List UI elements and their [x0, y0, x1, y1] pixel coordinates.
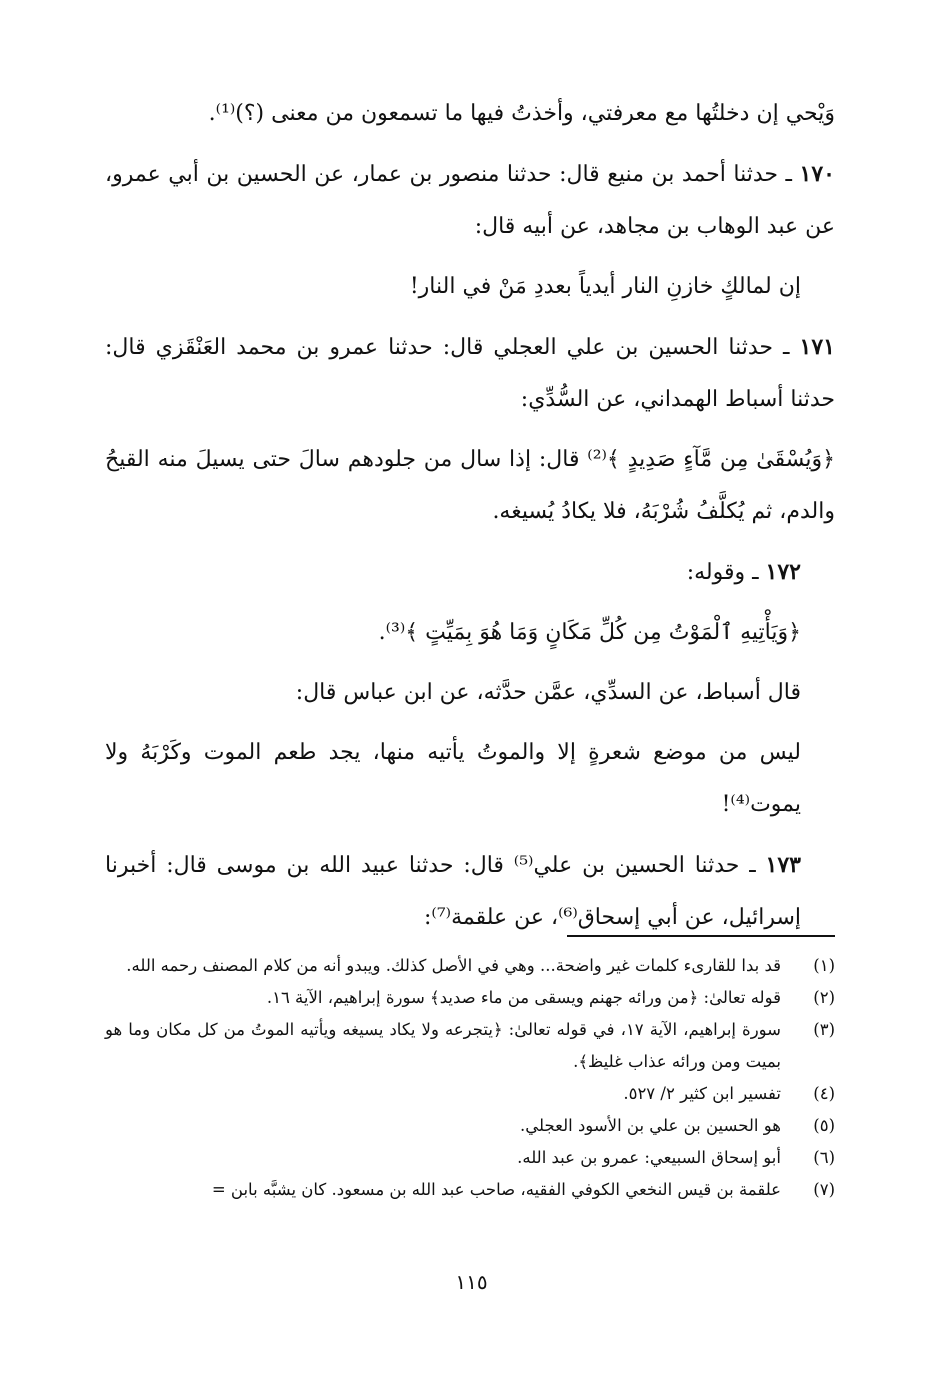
- footnotes: [105, 950, 835, 1206]
- paragraph-173: ١٧٣ ـ حدثنا الحسين بن علي⁽⁵⁾ قال: حدثنا عبيد الله بن موسى قال: أخبرنا إسرائيل، عن أبي إسحاق⁽⁶⁾، عن علقمة⁽⁷⁾:: [105, 852, 801, 930]
- paragraph-171: ١٧١ ـ حدثنا الحسين بن علي العجلي قال: حدثنا عمرو بن محمد العَنْقَزي قال: حدثنا أسباط الهمداني، عن السُّدِّي:: [105, 334, 835, 412]
- footnote-5: (٥) هو الحسين بن علي بن الأسود العجلي.: [520, 1116, 835, 1135]
- quran-verse: ﴿وَيَأْتِيهِ ٱلْمَوْتُ مِن كُلِّ مَكَانٍ وَمَا هُوَ بِمَيِّتٍ ﴾⁽³⁾.: [378, 620, 801, 645]
- hadith-number: ١٧٢: [765, 559, 801, 585]
- hadith-number: ١٧٠: [799, 161, 835, 187]
- page-number: ١١٥: [455, 1270, 488, 1294]
- footnote-3: (٣) سورة إبراهيم، الآية ١٧، في قوله تعالىٰ: ﴿يتجرعه ولا يكاد يسيغه ويأتيه الموتُ من كل مكان وما هو بميت ومن ورائه عذاب غليظ﴾.: [105, 1020, 835, 1071]
- hadith-number: ١٧١: [799, 334, 835, 360]
- footnote-2: (٢) قوله تعالىٰ: ﴿من ورائه جهنم ويسقى من ماء صديد﴾ سورة إبراهيم، الآية ١٦.: [266, 988, 835, 1007]
- main-text: [105, 88, 835, 952]
- footnote-6: (٦) أبو إسحاق السبيعي: عمرو بن عبد الله.: [517, 1148, 835, 1167]
- hadith-number: ١٧٣: [765, 852, 801, 878]
- footnote-1: (١) قد بدا للقارىء كلمات غير واضحة... وهي في الأصل كذلك. ويبدو أنه من كلام المصنف رحمه الله.: [126, 956, 835, 975]
- footnote-7: (٧) علقمة بن قيس النخعي الكوفي الفقيه، صاحب عبد الله بن مسعود. كان يشبَّه بابن =: [211, 1180, 835, 1199]
- paragraph-172-chain: قال أسباط، عن السدِّي، عمَّن حدَّثه، عن ابن عباس قال:: [295, 680, 801, 705]
- footnote-divider: [567, 935, 835, 937]
- paragraph-170: ١٧٠ ـ حدثنا أحمد بن منيع قال: حدثنا منصور بن عمار، عن الحسين بن أبي عمرو، عن عبد الوهاب بن مجاهد، عن أبيه قال:: [105, 161, 835, 239]
- paragraph-172: ١٧٢ ـ وقوله:: [686, 559, 801, 585]
- footnote-4: (٤) تفسير ابن كثير ٢/ ٥٢٧.: [623, 1084, 835, 1103]
- paragraph-170-text: إن لمالكٍ خازنِ النار أيدياً بعددِ مَنْ في النار!: [409, 274, 801, 299]
- paragraph-172-text: ليس من موضع شعرةٍ إلا والموتُ يأتيه منها، يجد طعم الموت وكَرْبَهُ ولا يموت⁽⁴⁾!: [105, 740, 801, 817]
- paragraph-171-text: ﴿وَيُسْقَىٰ مِن مَّآءٍ صَدِيدٍ ﴾⁽²⁾ قال: إذا سال من جلودهم سالَ حتى يسيلَ منه القيحُ والدم، ثم يُكلَّفُ شُرْبَهُ، فلا يكادُ يُسيغه.: [105, 447, 835, 524]
- paragraph-0: وَيْحي إن دخلتُها مع معرفتي، وأخذتُ فيها ما تسمعون من معنى (؟)⁽¹⁾.: [208, 101, 835, 126]
